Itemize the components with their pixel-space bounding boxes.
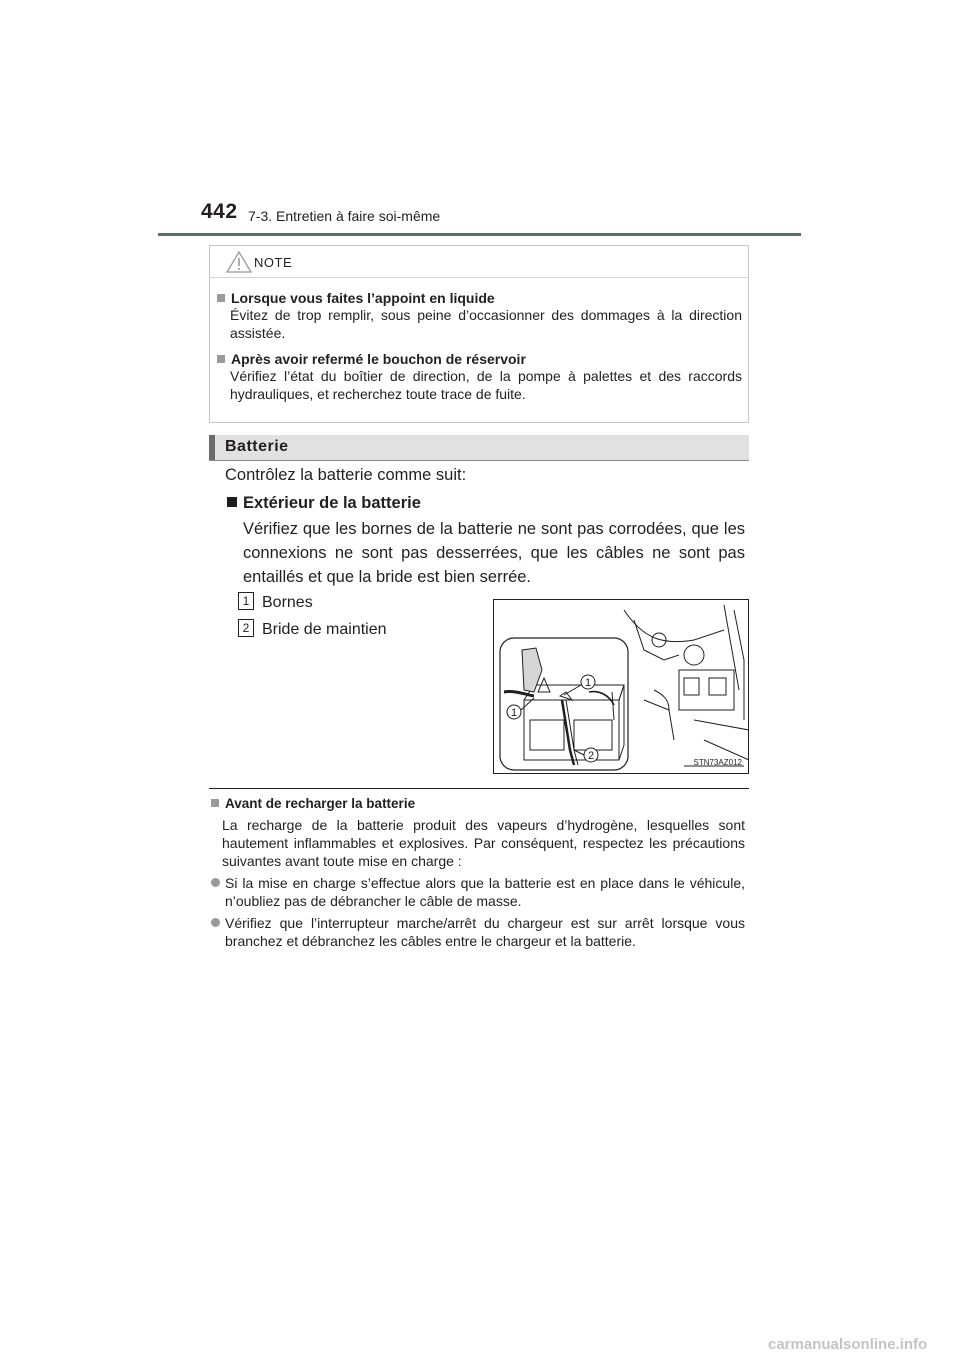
- callout-item: [238, 619, 387, 639]
- callout-item: [238, 592, 313, 612]
- square-bullet-icon: [211, 799, 219, 807]
- info-heading: [211, 796, 415, 811]
- subheading: [227, 494, 421, 513]
- figure-code: STN73AZ012: [693, 758, 742, 767]
- note-item-title: Lorsque vous faites l’appoint en liquide: [231, 290, 495, 306]
- square-bullet-icon: [217, 294, 225, 302]
- info-paragraph: La recharge de la batterie produit des vapeurs d’hydrogène, lesquelles sont hautement inflammables et explosives. Par conséquent, respectez les précautions suivantes avant toute mise en charge :: [222, 817, 745, 869]
- list-item-text: Vérifiez que l’interrupteur marche/arrêt du chargeur est sur arrêt lorsque vous branchez et débranchez les câbles entre le chargeur et la batterie.: [225, 915, 745, 949]
- note-item: [217, 351, 742, 403]
- figure-marker: 2: [587, 750, 595, 762]
- callout-label: Bornes: [262, 594, 313, 611]
- bullet-dot-icon: [211, 878, 220, 887]
- section-divider: [209, 788, 749, 789]
- note-item-text: Vérifiez l’état du boîtier de direction, de la pompe à palettes et des raccords hydrauliques, et recherchez toute trace de fuite.: [230, 368, 742, 402]
- section-title: Batterie: [225, 438, 289, 455]
- lead-text: Contrôlez la batterie comme suit:: [225, 466, 467, 484]
- callout-number: 1: [238, 592, 254, 610]
- footer-watermark: carmanualsonline.info: [768, 1336, 928, 1353]
- note-header: [210, 246, 748, 278]
- subheading-text: Extérieur de la batterie: [243, 494, 421, 512]
- battery-drawing: [494, 600, 749, 774]
- list-item-text: Si la mise en charge s’effectue alors que la batterie est en place dans le véhicule, n’oubliez pas de débrancher le câble de masse.: [225, 875, 745, 909]
- figure-marker: 1: [510, 707, 518, 719]
- info-heading-text: Avant de recharger la batterie: [225, 796, 416, 811]
- list-item: [211, 914, 745, 950]
- figure-marker: 1: [584, 677, 592, 689]
- body-paragraph: Vérifiez que les bornes de la batterie ne sont pas corrodées, que les connexions ne sont pas desserrées, que les câbles ne sont pas entaillés et que la bride est bien serrée.: [243, 520, 745, 586]
- note-title: NOTE: [254, 255, 293, 270]
- square-bullet-icon: [227, 497, 237, 507]
- page-number: 442: [201, 200, 238, 223]
- note-box: [209, 245, 749, 423]
- section-heading: [209, 435, 749, 461]
- chapter-title: 7-3. Entretien à faire soi-même: [248, 208, 441, 224]
- bullet-dot-icon: [211, 918, 220, 927]
- note-item: [217, 290, 742, 342]
- note-item-title: Après avoir refermé le bouchon de réservoir: [231, 351, 526, 367]
- list-item: [211, 874, 745, 910]
- section-accent-bar: [209, 435, 215, 460]
- warning-icon: [226, 251, 252, 273]
- square-bullet-icon: [217, 355, 225, 363]
- battery-illustration: [493, 599, 749, 774]
- callout-number: 2: [238, 619, 254, 637]
- callout-label: Bride de maintien: [262, 621, 387, 638]
- header-divider: [158, 233, 801, 236]
- note-item-text: Évitez de trop remplir, sous peine d’occasionner des dommages à la direction assistée.: [230, 307, 742, 341]
